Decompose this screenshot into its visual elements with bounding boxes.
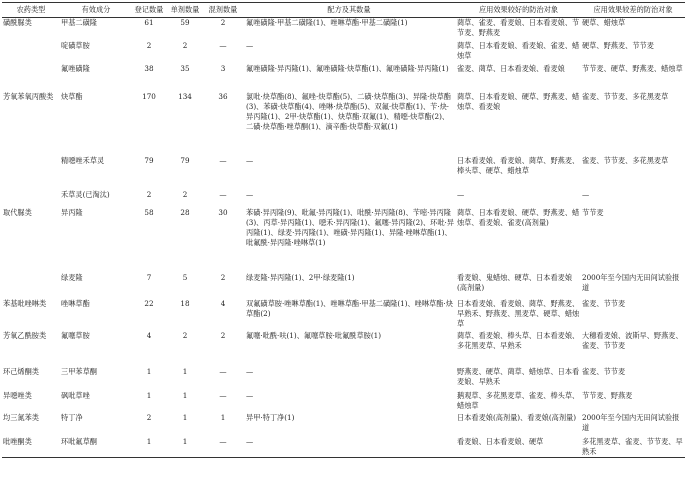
mixed-count: 2 <box>220 18 226 27</box>
good-targets-cell: 菵草、雀麦、看麦娘、日本看麦娘、节节麦、野燕麦 <box>457 18 580 37</box>
ingredient-cell: 氟唑磺隆 <box>61 63 90 73</box>
class-cell: 吡唑酮类 <box>3 436 32 446</box>
header-registered: 登记数量 <box>134 5 164 14</box>
formula-cell: — <box>246 40 254 50</box>
single-count: 1 <box>182 412 188 422</box>
ingredient-cell: 特丁净 <box>61 412 83 422</box>
ingredient-cell: 啶磺草胺 <box>61 40 90 50</box>
poor-targets-cell: 雀麦、节节麦 <box>582 366 626 376</box>
class-cell <box>2 64 60 92</box>
header-formula: 配方及其数量 <box>327 5 371 14</box>
table-row <box>2 208 685 273</box>
table-row <box>2 331 685 367</box>
registered-count: 1 <box>146 390 152 400</box>
good-targets-cell: 菵草、日本看麦娘、硬草、野燕麦、蜡烛草、看麦娘、雀麦(高剂量) <box>457 207 580 227</box>
mixed-count: — <box>219 189 227 199</box>
registered-count: 22 <box>144 298 154 308</box>
ingredient-cell: 甲基二磺隆 <box>61 18 97 27</box>
table-row <box>2 41 685 64</box>
poor-targets-cell: 硬草、蜡烛草 <box>582 18 626 27</box>
class-cell: 异噁唑类 <box>3 390 32 400</box>
single-count: 59 <box>180 18 190 27</box>
ingredient-cell: 唑啉草酯 <box>61 298 90 308</box>
poor-targets-cell: 节节麦 <box>582 207 604 217</box>
mixed-count: — <box>219 366 227 376</box>
single-count: 5 <box>182 272 188 282</box>
formula-cell: — <box>246 366 254 376</box>
class-cell: 取代脲类 <box>3 207 32 217</box>
registered-count: 1 <box>146 366 152 376</box>
ingredient-cell: 三甲苯草酮 <box>61 366 97 376</box>
ingredient-cell: 禾草灵(已淘汰) <box>61 189 110 199</box>
registered-count: 2 <box>146 412 152 422</box>
good-targets-cell: 鹅观草、多花黑麦草、雀麦、棒头草、蜡烛草 <box>457 390 580 410</box>
header-class: 农药类型 <box>16 5 46 14</box>
registered-count: 1 <box>146 436 152 446</box>
table-row <box>2 92 685 156</box>
formula-cell: 氟噻·吡酰·呋(1)、氟噻草胺·吡氟酰草胺(1) <box>246 330 382 340</box>
ingredient-cell: 精噁唑禾草灵 <box>61 155 105 165</box>
formula-cell: — <box>246 189 254 199</box>
table-row <box>2 367 685 391</box>
registered-count: 58 <box>144 207 154 217</box>
formula-cell: 异甲·特丁净(1) <box>246 412 295 422</box>
good-targets-cell: 看麦娘、日本看麦娘、硬草 <box>457 436 544 446</box>
registered-count: 4 <box>146 330 152 340</box>
poor-targets-cell: 硬草、野燕麦、节节麦 <box>582 40 654 50</box>
table-row <box>2 273 685 299</box>
ingredient-cell: 砜吡草唑 <box>61 390 90 400</box>
class-cell <box>2 273 60 299</box>
class-cell: 环己烯酮类 <box>3 366 39 376</box>
ingredient-cell: 环吡氟草酮 <box>61 436 97 446</box>
mixed-count: 3 <box>220 63 226 73</box>
registered-count: 38 <box>144 63 154 73</box>
formula-cell: 氟唑磺隆·异丙隆(1)、氟唑磺隆·炔草酯(1)、氟唑磺隆·异丙隆(1) <box>246 63 449 73</box>
single-count: 1 <box>182 390 188 400</box>
poor-targets-cell: 2000年至今国内无田间试验报道 <box>582 272 680 292</box>
poor-targets-cell: 雀麦、节节麦、多花黑麦草 <box>582 91 669 101</box>
table-row <box>2 156 685 190</box>
table-row <box>2 64 685 92</box>
class-cell: 芳氧乙酰胺类 <box>3 330 47 340</box>
registered-count: 2 <box>146 40 152 50</box>
ingredient-cell: 绿麦隆 <box>61 272 83 282</box>
good-targets-cell: 看麦娘、鬼蜡烛、硬草、日本看麦娘(高剂量) <box>457 272 573 292</box>
formula-cell: 双氟磺草胺·唑啉草酯(1)、唑啉草酯·甲基二磺隆(1)、唑啉草酯·炔草酯(2) <box>246 298 453 318</box>
registered-count: 61 <box>144 18 154 27</box>
good-targets-cell: 日本看麦娘、看麦娘、菵草、野燕麦、早熟禾、野燕麦、黑麦草、硬草、蜡烛草 <box>457 298 580 328</box>
registered-count: 2 <box>146 189 152 199</box>
poor-targets-cell: 节节麦、野燕麦 <box>582 390 633 400</box>
good-targets-cell: — <box>457 189 465 199</box>
formula-cell: 绿麦隆·异丙隆(1)、2甲·绿麦隆(1) <box>246 272 355 282</box>
good-targets-cell: 日本看麦娘(高剂量)、看麦娘(高剂量) <box>457 412 577 422</box>
formula-cell: — <box>246 436 254 446</box>
poor-targets-cell: — <box>582 189 590 199</box>
poor-targets-cell: 节节麦、硬草、野燕麦、蜡烛草 <box>582 63 683 73</box>
formula-cell: 氟唑磺隆·甲基二磺隆(1)、唑啉草酯·甲基二磺隆(1) <box>246 18 408 27</box>
herbicide-table <box>2 2 685 458</box>
good-targets-cell: 雀麦、菵草、日本看麦娘、看麦娘 <box>457 63 565 73</box>
ingredient-cell: 氟噻草胺 <box>61 330 90 340</box>
mixed-count: 4 <box>220 298 226 308</box>
mixed-count: — <box>219 155 227 165</box>
single-count: 35 <box>180 63 190 73</box>
poor-targets-cell: 大穗看麦娘、波斯早、野燕麦、雀麦、节节麦 <box>582 330 683 350</box>
header-ingredient: 有效成分 <box>81 5 111 14</box>
formula-cell: — <box>246 155 254 165</box>
mixed-count: — <box>219 436 227 446</box>
ingredient-cell: 异丙隆 <box>61 207 83 217</box>
single-count: 2 <box>182 330 188 340</box>
header-poor-targets: 应用效果较差的防治对象 <box>593 5 673 14</box>
mixed-count: 1 <box>220 412 226 422</box>
mixed-count: 36 <box>218 91 228 101</box>
mixed-count: 30 <box>218 207 228 217</box>
table-row <box>2 299 685 331</box>
single-count: 79 <box>180 155 190 165</box>
poor-targets-cell: 雀麦、节节麦、多花黑麦草 <box>582 155 669 165</box>
good-targets-cell: 菵草、看麦娘、棒头草、日本看麦娘、多花黑麦草、早熟禾 <box>457 330 580 350</box>
header-row <box>2 3 685 18</box>
single-count: 2 <box>182 40 188 50</box>
class-cell: 均三氮苯类 <box>3 412 39 422</box>
header-single: 单剂数量 <box>170 5 200 14</box>
header-good-targets: 应用效果较好的防治对象 <box>478 5 559 14</box>
registered-count: 79 <box>144 155 154 165</box>
header-mixed: 混剂数量 <box>208 5 238 14</box>
formula-cell: 苯磺·异丙隆(9)、吡氟·异丙隆(1)、吡酰·异丙隆(8)、苄嘧·异丙隆(3)、丙草·异丙隆(1)、噁禾·异丙隆(1)、氟噻·异丙隆(2)、环吡·异丙隆(1)、绿麦·异丙隆(1)、唑磺·异丙隆(1)、异隆·唑啉草酯(1)、吡氟酰·异丙隆·唑啉草(1) <box>246 207 454 247</box>
table-body <box>2 18 685 458</box>
table-row <box>2 413 685 437</box>
single-count: 28 <box>180 207 190 217</box>
poor-targets-cell: 多花黑麦草、雀麦、节节麦、早熟禾 <box>582 436 683 456</box>
table-row <box>2 190 685 208</box>
good-targets-cell: 野燕麦、硬草、菵草、蜡烛草、日本看麦娘、早熟禾 <box>457 366 580 386</box>
registered-count: 170 <box>142 91 156 101</box>
single-count: 1 <box>182 366 188 376</box>
poor-targets-cell: 雀麦、节节麦 <box>582 298 626 308</box>
good-targets-cell: 菵草、日本看麦娘、硬草、野燕麦、蜡烛草、看麦娘 <box>457 91 580 111</box>
formula-cell: 氯吡·炔草酯(8)、氟唑·炔草酯(5)、二磺·炔草酯(3)、异隆·炔草酯(3)、苯磺·炔草酯(4)、唑啉·炔草酯(5)、双氟·炔草酯(1)、苄·炔·异丙隆(1)、2甲·炔草酯(1)、炔草酯·双氟(1)、精噁·炔草酯(2)、二磺·炔草酯·唑草酮(1)、滴辛酯·炔草酯·双氟(1) <box>246 91 451 131</box>
ingredient-cell: 炔草酯 <box>61 91 83 101</box>
class-cell: 苯基吡唑啉类 <box>3 298 47 308</box>
single-count: 134 <box>178 91 192 101</box>
good-targets-cell: 菵草、日本看麦娘、看麦娘、雀麦、蜡烛草 <box>457 40 580 60</box>
class-cell <box>2 190 60 208</box>
formula-cell: — <box>246 390 254 400</box>
table-row <box>2 391 685 413</box>
table-row <box>2 18 685 41</box>
class-cell: 芳氧苯氧丙酸类 <box>3 91 54 101</box>
poor-targets-cell: 2000年至今国内无田间试验报道 <box>582 412 680 432</box>
class-cell <box>2 41 60 64</box>
single-count: 18 <box>180 298 190 308</box>
mixed-count: — <box>219 40 227 50</box>
mixed-count: — <box>219 390 227 400</box>
class-cell: 磺酰脲类 <box>3 18 32 27</box>
good-targets-cell: 日本看麦娘、看麦娘、菵草、野燕麦、棒头草、硬草、蜡烛草 <box>457 155 580 175</box>
registered-count: 7 <box>146 272 152 282</box>
mixed-count: 2 <box>220 272 226 282</box>
single-count: 1 <box>182 436 188 446</box>
mixed-count: 2 <box>220 330 226 340</box>
table-row <box>2 437 685 458</box>
single-count: 2 <box>182 189 188 199</box>
class-cell <box>2 156 60 190</box>
